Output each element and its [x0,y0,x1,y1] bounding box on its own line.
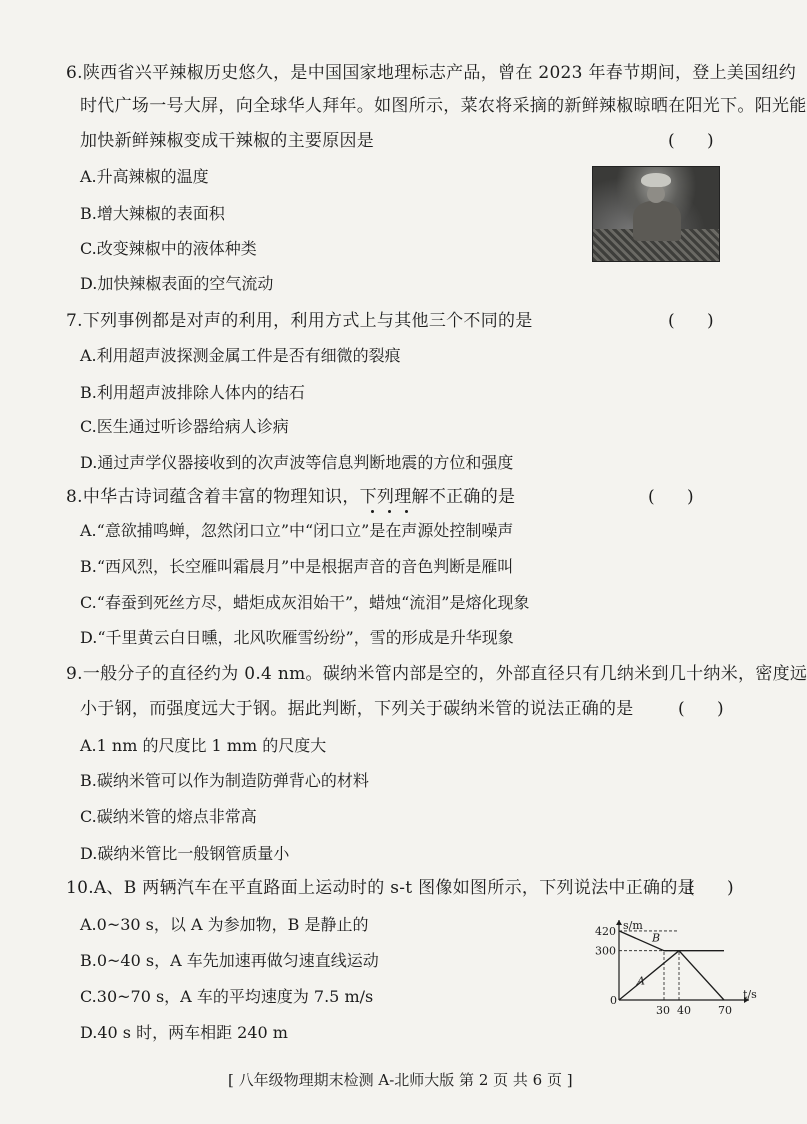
q6-option-a: A.升高辣椒的温度 [80,167,209,186]
emphasis-dot [388,510,391,513]
q6-stem-line3: 加快新鲜辣椒变成干辣椒的主要原因是 [80,131,375,151]
q8-option-b: B.“西风烈，长空雁叫霜晨月”中是根据声音的音色判断是雁叫 [80,557,514,576]
q7-stem-line1: 7.下列事例都是对声的利用，利用方式上与其他三个不同的是 [66,311,533,331]
q6-option-b: B.增大辣椒的表面积 [80,204,225,223]
q7-option-c: C.医生通过听诊器给病人诊病 [80,417,289,436]
q7-answer-paren: ( ) [668,311,714,331]
y-tick-label: 420 [595,924,616,938]
series-label-B: B [652,931,661,945]
q9-option-b: B.碳纳米管可以作为制造防弹背心的材料 [80,771,369,790]
q9-option-c: C.碳纳米管的熔点非常高 [80,807,257,826]
q8-stem-line1: 8.中华古诗词蕴含着丰富的物理知识，下列理解不正确的是 [66,487,516,507]
q9-option-d: D.碳纳米管比一般钢管质量小 [80,844,290,863]
q10-option-d: D.40 s 时，两车相距 240 m [80,1023,288,1042]
y-axis-label: s/m [623,919,643,932]
q10-option-c: C.30~70 s，A 车的平均速度为 7.5 m/s [80,987,374,1006]
q6-option-d: D.加快辣椒表面的空气流动 [80,274,274,293]
q10-answer-paren: ( ) [688,878,734,898]
q7-option-a: A.利用超声波探测金属工件是否有细微的裂痕 [80,346,401,365]
q8-option-d: D.“千里黄云白日曛，北风吹雁雪纷纷”，雪的形成是升华现象 [80,628,514,647]
x-tick-label: 70 [718,1004,732,1017]
q6-option-c: C.改变辣椒中的液体种类 [80,239,257,258]
series-label-A: A [637,974,645,988]
q9-stem-line1: 9.一般分子的直径约为 0.4 nm。碳纳米管内部是空的，外部直径只有几纳米到几十纳米，密度远 [66,664,807,684]
q6-pepper-drying-photo [592,166,720,262]
q8-option-c: C.“春蚕到死丝方尽，蜡炬成灰泪始干”，蜡烛“流泪”是熔化现象 [80,593,530,612]
q7-option-b: B.利用超声波排除人体内的结石 [80,383,305,402]
x-axis-label: t/s [743,988,757,1001]
series-line-A [619,951,724,1000]
q10-option-a: A.0~30 s，以 A 为参加物，B 是静止的 [80,915,369,934]
q6-answer-paren: ( ) [668,131,714,151]
q9-stem-line2: 小于钢，而强度远大于钢。据此判断，下列关于碳纳米管的说法正确的是 [80,699,634,719]
x-tick-label: 40 [677,1004,691,1017]
q6-stem-line2: 时代广场一号大屏，向全球华人拜年。如图所示，菜农将采摘的新鲜辣椒晾晒在阳光下。阳光能 [80,96,807,116]
st-graph [585,918,755,1022]
q10-option-b: B.0~40 s，A 车先加速再做匀速直线运动 [80,951,379,970]
q9-answer-paren: ( ) [678,699,724,719]
q7-option-d: D.通过声学仪器接收到的次声波等信息判断地震的方位和强度 [80,453,514,472]
y-axis-arrow [616,920,622,925]
emphasis-dot [371,510,374,513]
origin-label: 0 [610,994,617,1007]
x-tick-label: 30 [656,1004,670,1017]
q10-stem-line1: 10.A、B 两辆汽车在平直路面上运动时的 s-t 图像如图所示，下列说法中正确的是 [66,878,695,898]
q9-option-a: A.1 nm 的尺度比 1 mm 的尺度大 [80,736,327,755]
q8-option-a: A.“意欲捕鸣蝉，忽然闭口立”中“闭口立”是在声源处控制噪声 [80,521,514,540]
series-line-B [619,931,724,1000]
q8-answer-paren: ( ) [648,487,694,507]
emphasis-dot [405,510,408,513]
q6-stem-line1: 6.陕西省兴平辣椒历史悠久，是中国国家地理标志产品，曾在 2023 年春节期间，登上美国纽约 [66,63,797,83]
y-tick-label: 300 [595,944,616,958]
page-footer: [ 八年级物理期末检测 A-北师大版 第 2 页 共 6 页 ] [228,1071,573,1089]
